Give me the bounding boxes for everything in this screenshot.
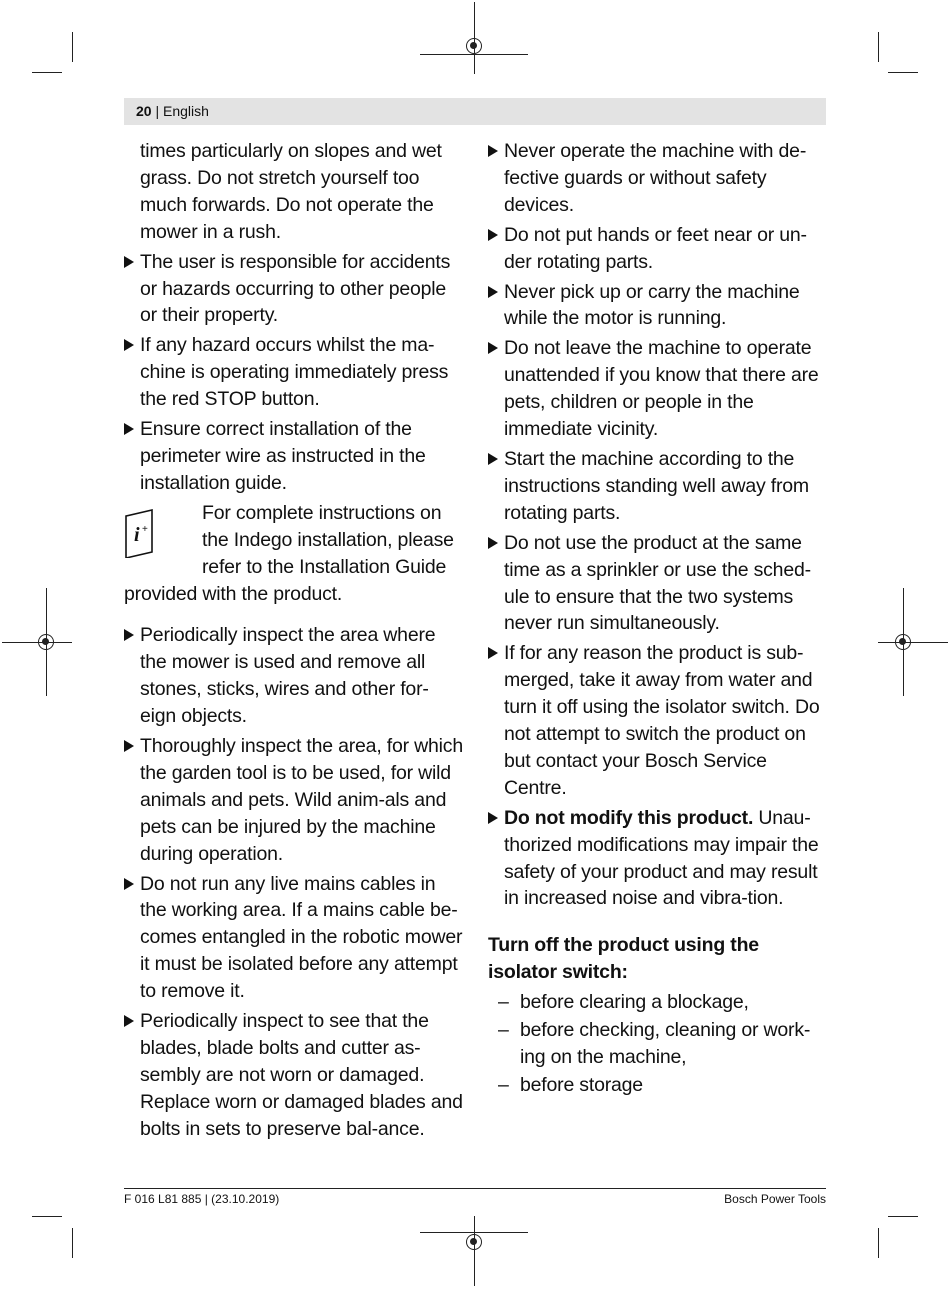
crop-mark [72,1228,73,1258]
registration-line [420,54,528,55]
bullet-triangle-icon [488,453,498,465]
bullet-text: Never pick up or carry the machine while the motor is running. [504,280,800,330]
page-header: 20 | English [136,103,209,119]
bullet-item [488,335,828,443]
bullet-bold-lead: Do not modify this product. [504,806,754,829]
bullet-text: Periodically inspect the area where the mower is used and remove all stones, sticks, wires and other for-eign objects. [140,624,436,728]
registration-line [878,642,948,643]
left-column [124,138,464,1146]
page-header-bar [124,98,826,125]
registration-line [420,1232,528,1233]
bullet-item [124,249,464,330]
bullet-item [124,416,464,497]
dash-text: before storage [520,1073,643,1096]
bullet-item [124,733,464,868]
dash-bullet: – [498,991,509,1014]
bullet-item [488,640,828,801]
dash-list-item [488,1017,828,1071]
bullet-triangle-icon [488,537,498,549]
bullet-triangle-icon [488,286,498,298]
bullet-text: Do not run any live mains cables in the working area. If a mains cable be-comes entangled in the robotic mower it must be isolated before any attempt to remove it. [140,872,463,1003]
bullet-item [488,222,828,276]
section-heading: Turn off the product using the isolator switch: [488,934,759,984]
bullet-triangle-icon [124,256,134,268]
bullet-text: Periodically inspect to see that the blades, blade bolts and cutter as-sembly are not worn or damaged. Replace worn or damaged blades and bolts in sets to preserve bal-ance. [140,1010,463,1140]
bullet-text: Never operate the machine with de-fective guards or without safety devices. [504,140,807,216]
registration-mark-icon [38,634,54,650]
crop-mark [72,32,73,62]
bullet-item [124,332,464,413]
bullet-triangle-icon [488,342,498,354]
svg-text:i: i [134,523,140,546]
bullet-triangle-icon [124,339,134,351]
bullet-item [488,805,828,913]
bullet-text: If any hazard occurs whilst the ma-chine is operating immediately press the red STOP button. [140,334,449,411]
header-language: English [163,103,209,119]
bullet-item [488,446,828,527]
crop-mark [32,72,62,73]
dash-bullet: – [498,1019,509,1042]
bullet-triangle-icon [488,647,498,659]
crop-mark [878,32,879,62]
crop-mark [878,1228,879,1258]
right-column [488,138,828,1100]
bullet-text: Start the machine according to the instructions standing well away from rotating parts. [504,447,809,524]
bullet-triangle-icon [488,229,498,241]
info-note-tail: provided with the product. [124,582,343,605]
bullet-item [488,530,828,638]
bullet-text: Do not leave the machine to operate unattended if you know that there are pets, children or people in the immediate vicinity. [504,337,819,441]
crop-mark [888,72,918,73]
registration-line [474,1216,475,1286]
footer-rule [124,1188,826,1189]
bullet-triangle-icon [124,1015,134,1027]
page-number: 20 [136,103,152,119]
bullet-triangle-icon [124,878,134,890]
bullet-triangle-icon [488,145,498,157]
bullet-triangle-icon [124,629,134,641]
bullet-triangle-icon [488,812,498,824]
dash-list-item [488,989,828,1016]
bullet-text: If for any reason the product is sub-merged, take it away from water and turn it off using the isolator switch. Do not attempt to switch the product on but contact your Bosch Service Centre. [504,642,820,799]
bullet-item [124,622,464,730]
bullet-triangle-icon [124,740,134,752]
registration-mark-icon [466,38,482,54]
bullet-text: Unau-thorized modifications may impair the safety of your product and may result in increased noise and vibra-tion. [504,806,819,910]
bullet-item [488,279,828,333]
info-note [124,500,464,608]
dash-text: before checking, cleaning or work-ing on the machine, [520,1019,811,1068]
info-book-icon [124,508,156,558]
bullet-item [124,871,464,1006]
dash-list-item [488,1072,828,1099]
bullet-text: The user is responsible for accidents or hazards occurring to other people or their property. [140,250,451,327]
registration-mark-icon [466,1234,482,1250]
bullet-text: Thoroughly inspect the area, for which the garden tool is to be used, for wild animals and pets. Wild anim-als and pets can be injured by the machine during operation. [140,735,463,865]
bullet-text: Do not put hands or feet near or un-der rotating parts. [504,223,807,273]
paragraph-continuation: times particularly on slopes and wet grass. Do not stretch yourself too much forwards. Do not operate the mower in a rush. [140,140,442,243]
registration-mark-icon [895,634,911,650]
registration-line [2,642,72,643]
info-note-text: For complete instructions on the Indego installation, please refer to the Installation Guide [202,501,454,578]
bullet-triangle-icon [124,423,134,435]
bullet-item [124,1008,464,1143]
dash-bullet: – [498,1073,509,1096]
bullet-item [488,138,828,219]
svg-text:+: + [142,523,148,535]
crop-mark [888,1216,918,1217]
footer-brand: Bosch Power Tools [724,1192,826,1206]
bullet-text: Do not use the product at the same time as a sprinkler or use the sched-ule to ensure that the two systems never run simultaneously. [504,531,811,635]
footer-doc-ref: F 016 L81 885 | (23.10.2019) [124,1192,280,1206]
crop-mark [32,1216,62,1217]
dash-text: before clearing a blockage, [520,991,749,1014]
bullet-text: Ensure correct installation of the perimeter wire as instructed in the installation guide. [140,418,426,494]
